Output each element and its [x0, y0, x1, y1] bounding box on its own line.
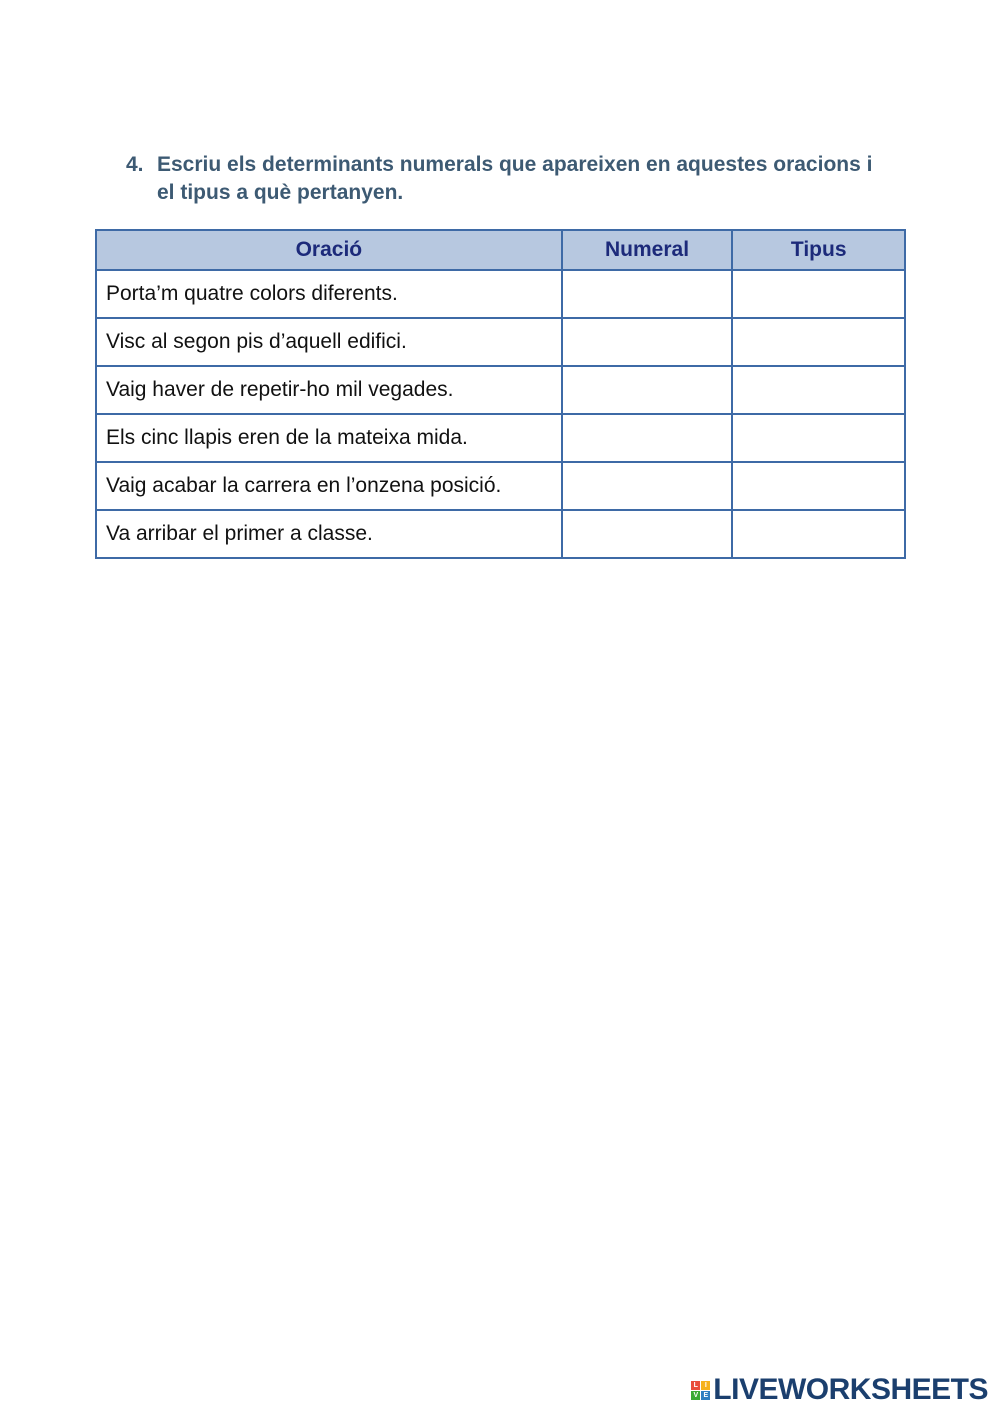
- sentence-cell: Visc al segon pis d’aquell edifici.: [96, 318, 562, 366]
- type-answer-cell[interactable]: [732, 510, 905, 558]
- exercise-text: Escriu els determinants numerals que apareixen en aquestes oracions i el tipus a què pertanyen.: [157, 153, 873, 204]
- logo-wordmark: LIVEWORKSHEETS: [713, 1373, 988, 1406]
- table-row: [96, 414, 905, 462]
- sentence-cell: Va arribar el primer a classe.: [96, 510, 562, 558]
- header-sentence: Oració: [96, 230, 562, 270]
- type-answer-cell[interactable]: [732, 318, 905, 366]
- logo-mark-letter: L: [691, 1381, 700, 1390]
- sentence-cell: Porta’m quatre colors diferents.: [96, 270, 562, 318]
- table-row: [96, 462, 905, 510]
- numeral-answer-cell[interactable]: [562, 270, 733, 318]
- logo-mark-letter: E: [701, 1391, 710, 1400]
- table-row: [96, 270, 905, 318]
- numerals-table: [95, 229, 906, 559]
- type-answer-cell[interactable]: [732, 462, 905, 510]
- table-row: [96, 366, 905, 414]
- liveworksheets-logo: [691, 1373, 988, 1407]
- logo-mark-letter: I: [701, 1381, 710, 1390]
- sentence-cell: Els cinc llapis eren de la mateixa mida.: [96, 414, 562, 462]
- numeral-answer-cell[interactable]: [562, 510, 733, 558]
- exercise-instruction: [126, 151, 886, 207]
- numeral-answer-cell[interactable]: [562, 318, 733, 366]
- header-numeral: Numeral: [562, 230, 733, 270]
- table-row: [96, 318, 905, 366]
- logo-mark-letter: V: [691, 1391, 700, 1400]
- numeral-answer-cell[interactable]: [562, 462, 733, 510]
- type-answer-cell[interactable]: [732, 366, 905, 414]
- type-answer-cell[interactable]: [732, 270, 905, 318]
- sentence-cell: Vaig haver de repetir-ho mil vegades.: [96, 366, 562, 414]
- sentence-cell: Vaig acabar la carrera en l’onzena posició.: [96, 462, 562, 510]
- logo-mark-icon: [691, 1381, 710, 1400]
- numeral-answer-cell[interactable]: [562, 366, 733, 414]
- numeral-answer-cell[interactable]: [562, 414, 733, 462]
- exercise-number: 4.: [126, 153, 144, 176]
- header-type: Tipus: [732, 230, 905, 270]
- table-header-row: [96, 230, 905, 270]
- table-row: [96, 510, 905, 558]
- type-answer-cell[interactable]: [732, 414, 905, 462]
